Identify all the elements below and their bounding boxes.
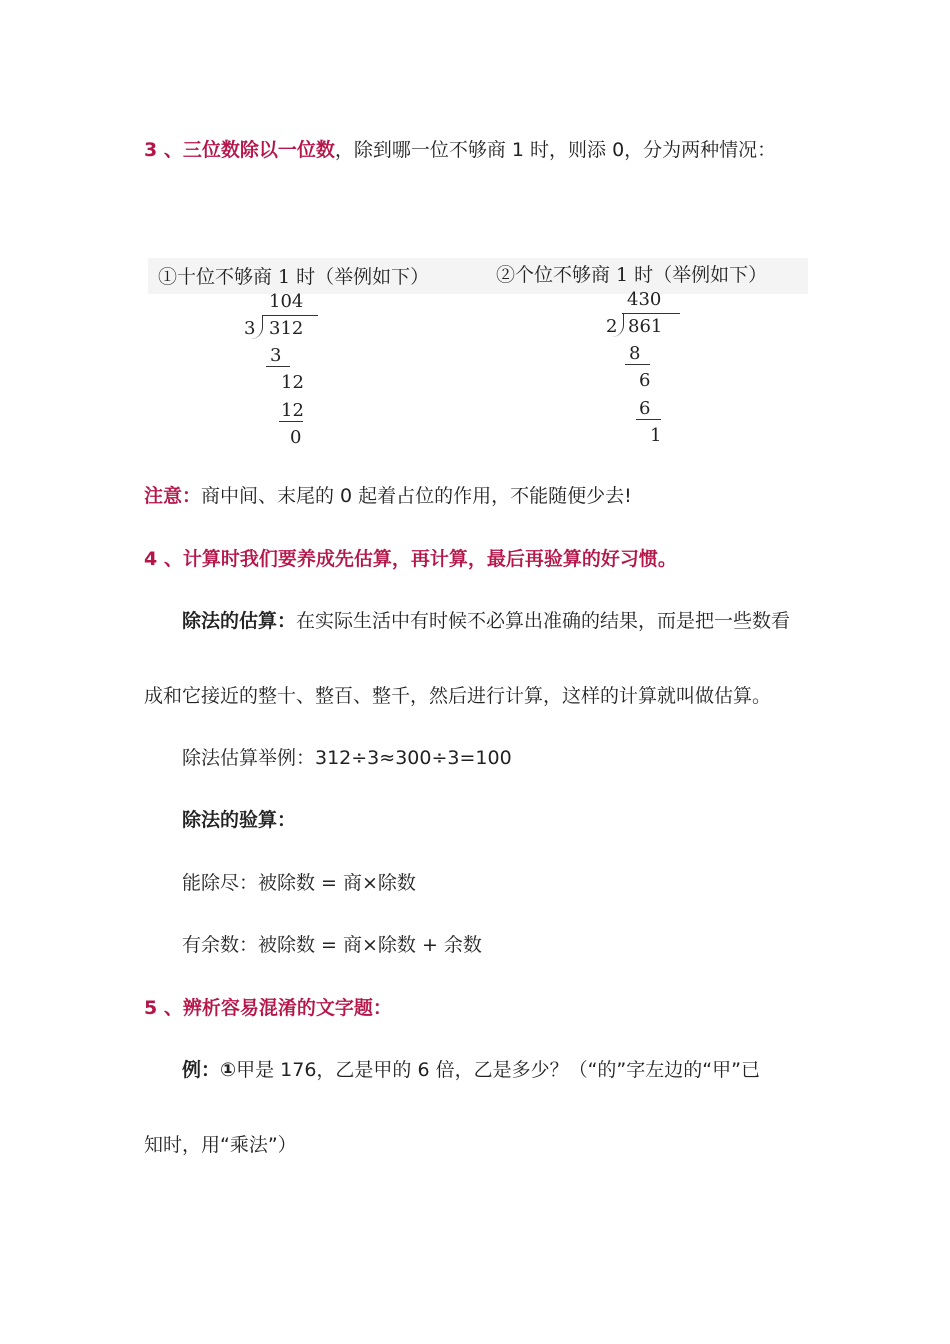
ld2-step3: 6 (639, 398, 651, 419)
ld1-remainder: 0 (290, 427, 302, 448)
check-remainder: 有余数：被除数 = 商×除数 + 余数 (182, 934, 482, 956)
ld1-bracket (248, 315, 263, 339)
estimate-paragraph-line-1 (182, 608, 790, 634)
section-5-heading: 5 、辨析容易混淆的文字题： (144, 997, 392, 1019)
ld1-step2: 12 (281, 372, 304, 393)
section-3-title: 三位数除以一位数 (182, 139, 335, 161)
example-5-mark: ① (220, 1059, 237, 1081)
ld2-line-2 (636, 419, 661, 420)
note-label: 注意： (144, 485, 202, 507)
section-3-rest: ，除到哪一位不够商 1 时，则添 0，分为两种情况： (334, 139, 777, 161)
ld1-line-1 (266, 366, 290, 367)
check-exact: 能除尽：被除数 = 商×除数 (182, 872, 416, 894)
case-1-title: ①十位不够商 1 时（举例如下） (158, 266, 430, 288)
ld2-bracket (609, 313, 624, 337)
section-3-number: 3 、 (144, 139, 183, 161)
section-3-heading (144, 137, 776, 163)
example-5-text-1: 甲是 176，乙是甲的 6 倍，乙是多少？（“的”字左边的“甲”已 (236, 1059, 760, 1081)
ld2-step2: 6 (639, 370, 651, 391)
section-4-heading: 4 、计算时我们要养成先估算，再计算，最后再验算的好习惯。 (144, 548, 677, 570)
ld1-step1: 3 (270, 345, 282, 366)
estimate-paragraph-line-2: 成和它接近的整十、整百、整千，然后进行计算，这样的计算就叫做估算。 (144, 685, 772, 707)
ld2-line-1 (625, 364, 650, 365)
ld2-step1: 8 (629, 343, 641, 364)
check-label: 除法的验算： (182, 809, 297, 831)
example-5-line-1 (182, 1057, 760, 1083)
note-paragraph (144, 483, 632, 509)
ld2-remainder: 1 (650, 425, 662, 446)
ld2-top-line (622, 313, 680, 314)
ld1-top-line (262, 315, 318, 316)
example-5-label: 例： (182, 1059, 221, 1081)
ld1-quotient: 104 (269, 291, 304, 312)
case-2-title: ②个位不够商 1 时（举例如下） (496, 264, 768, 286)
ld1-dividend: 312 (269, 318, 304, 339)
ld1-divisor: 3 (244, 318, 256, 339)
ld1-line-2 (279, 421, 303, 422)
estimate-example: 除法估算举例：312÷3≈300÷3=100 (182, 747, 512, 769)
example-5-line-2: 知时，用“乘法”） (144, 1134, 297, 1156)
note-text: 商中间、末尾的 0 起着占位的作用，不能随便少去! (201, 485, 632, 507)
ld2-quotient: 430 (627, 289, 662, 310)
ld2-divisor: 2 (606, 316, 618, 337)
ld2-dividend: 861 (628, 316, 663, 337)
estimate-label: 除法的估算： (182, 610, 297, 632)
estimate-text-1: 在实际生活中有时候不必算出准确的结果，而是把一些数看 (296, 610, 791, 632)
ld1-step3: 12 (281, 400, 304, 421)
